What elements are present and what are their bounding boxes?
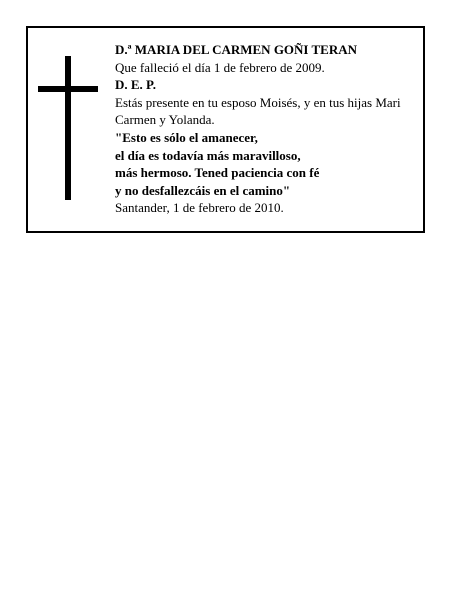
quote-line: el día es todavía más maravilloso,	[115, 147, 301, 163]
cross-horizontal-bar	[38, 86, 98, 92]
family-line: Estás presente en tu esposo Moisés, y en tus hijas Mari Carmen y Yolanda.	[115, 94, 401, 128]
place-date-line: Santander, 1 de febrero de 2010.	[115, 200, 284, 216]
deceased-name: D.ª MARIA DEL CARMEN GOÑI TERAN	[115, 42, 358, 57]
cross-vertical-bar	[65, 56, 71, 200]
cross-icon	[38, 56, 98, 200]
death-date-line: Que falleció el día 1 de febrero de 2009.	[115, 59, 325, 75]
quote-line: más hermoso. Tened paciencia con fé	[115, 165, 320, 181]
rip-line: D. E. P.	[115, 77, 157, 93]
obituary-notice	[26, 26, 425, 233]
quote-line: "Esto es sólo el amanecer,	[115, 129, 258, 145]
quote-line: y no desfallezcáis en el camino"	[115, 182, 291, 198]
notice-text	[115, 41, 420, 217]
